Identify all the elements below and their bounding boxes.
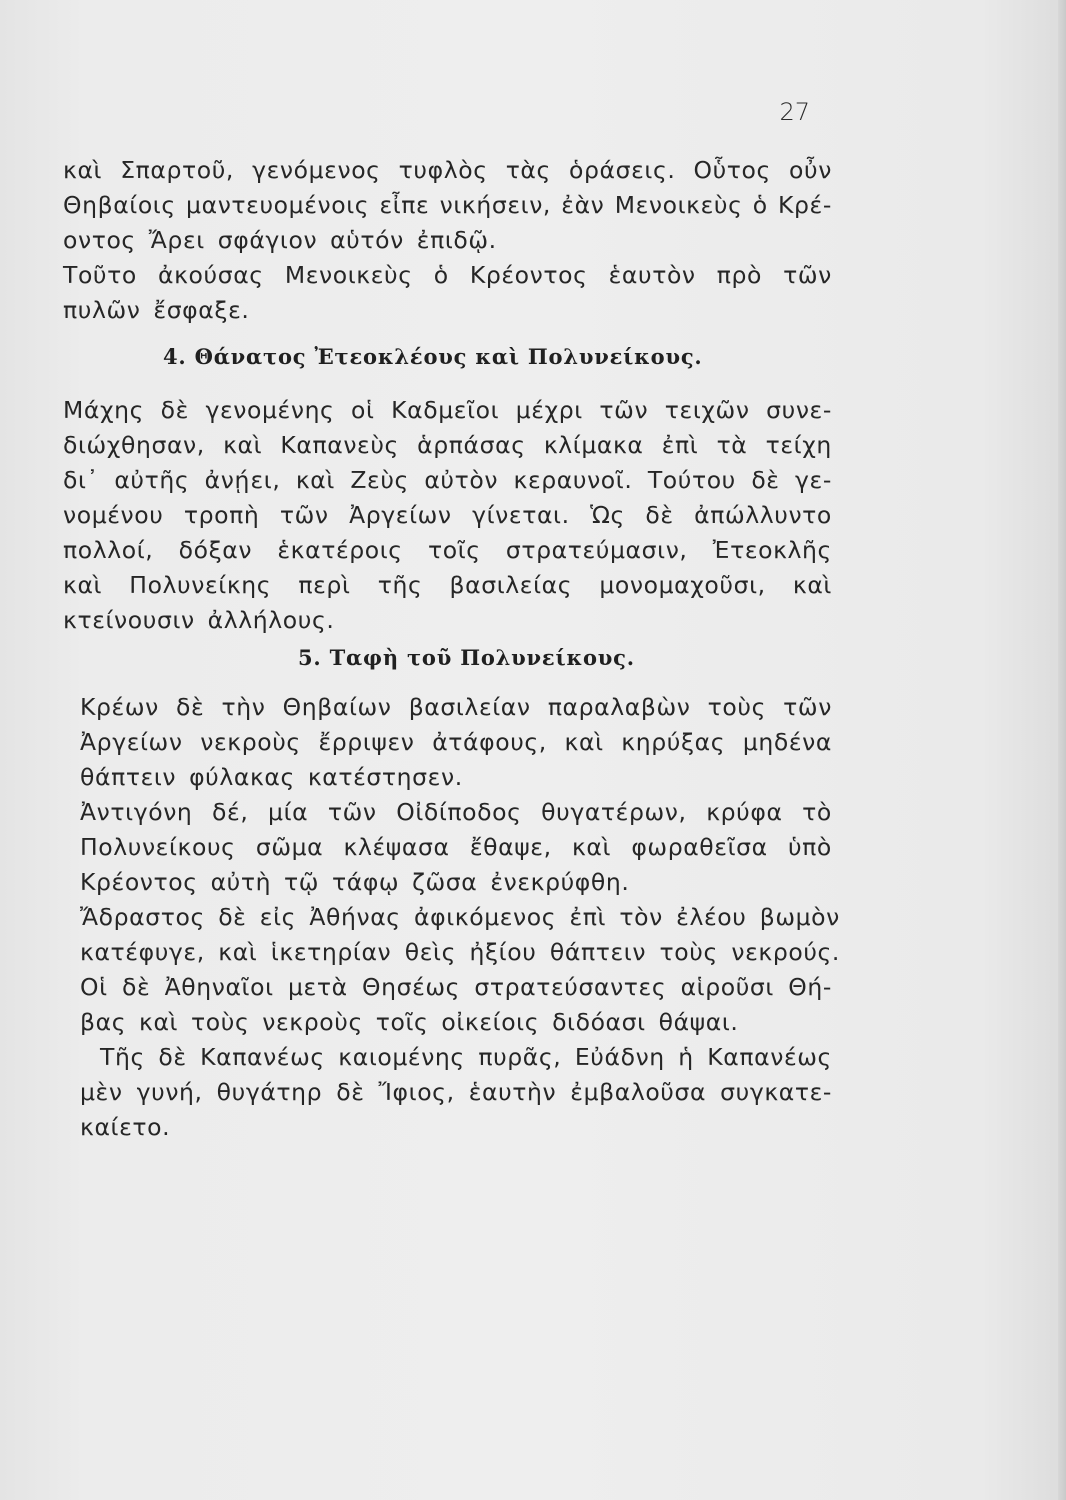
text-line: Τοῦτο ἀκούσας Μενοικεὺς ὁ Κρέοντος ἑαυτὸν πρὸ τῶν <box>63 261 832 289</box>
text-line: μὲν γυνή, θυγάτηρ δὲ Ἴφιος, ἑαυτὴν ἐμβαλοῦσα συγκατε- <box>80 1078 832 1106</box>
section-heading-4: 4. Θάνατος Ἐτεοκλέους καὶ Πολυνείκους. <box>163 344 703 369</box>
text-line: κατέφυγε, καὶ ἱκετηρίαν θεὶς ἠξίου θάπτειν τοὺς νεκρούς. <box>80 938 840 966</box>
text-line: Ἄδραστος δὲ εἰς Ἀθήνας ἀφικόμενος ἐπὶ τὸν ἐλέου βωμὸν <box>80 903 840 931</box>
text-line: διώχθησαν, καὶ Καπανεὺς ἁρπάσας κλίμακα ἐπὶ τὰ τείχη <box>63 431 832 459</box>
text-line: καὶ Σπαρτοῦ, γενόμενος τυφλὸς τὰς ὁράσεις. Οὗτος οὖν <box>63 156 832 184</box>
text-line: Ἀργείων νεκροὺς ἔρριψεν ἀτάφους, καὶ κηρύξας μηδένα <box>80 728 832 756</box>
page-edge <box>1058 0 1066 1500</box>
text-line: Θηβαίοις μαντευομένοις εἶπε νικήσειν, ἐὰν Μενοικεὺς ὁ Κρέ- <box>63 191 832 219</box>
text-line: Οἱ δὲ Ἀθηναῖοι μετὰ Θησέως στρατεύσαντες αἱροῦσι Θή- <box>80 973 832 1001</box>
page-number: 27 <box>779 98 810 126</box>
text-line: πυλῶν ἔσφαξε. <box>63 296 250 324</box>
text-line: Μάχης δὲ γενομένης οἱ Καδμεῖοι μέχρι τῶν τειχῶν συνε- <box>63 396 832 424</box>
text-line: καὶ Πολυνείκης περὶ τῆς βασιλείας μονομαχοῦσι, καὶ <box>63 571 832 599</box>
text-line: πολλοί, δόξαν ἑκατέροις τοῖς στρατεύμασιν, Ἐτεοκλῆς <box>63 536 832 564</box>
section-heading-5: 5. Ταφὴ τοῦ Πολυνείκους. <box>298 645 635 670</box>
text-line: Τῆς δὲ Καπανέως καιομένης πυρᾶς, Εὐάδνη ἡ Καπανέως <box>100 1043 832 1071</box>
text-line: Πολυνείκους σῶμα κλέψασα ἔθαψε, καὶ φωραθεῖσα ὑπὸ <box>80 833 832 861</box>
text-line: κτείνουσιν ἀλλήλους. <box>63 606 335 634</box>
text-line: Κρέοντος αὐτὴ τῷ τάφῳ ζῶσα ἐνεκρύφθη. <box>80 868 630 896</box>
text-line: Ἀντιγόνη δέ, μία τῶν Οἰδίποδος θυγατέρων, κρύφα τὸ <box>80 798 832 826</box>
text-line: δι᾽ αὐτῆς ἀνῄει, καὶ Ζεὺς αὐτὸν κεραυνοῖ. Τούτου δὲ γε- <box>63 466 832 494</box>
text-line: νομένου τροπὴ τῶν Ἀργείων γίνεται. Ὡς δὲ ἀπώλλυντο <box>63 501 832 529</box>
text-line: Κρέων δὲ τὴν Θηβαίων βασιλείαν παραλαβὼν τοὺς τῶν <box>80 693 832 721</box>
text-line: θάπτειν φύλακας κατέστησεν. <box>80 763 463 791</box>
text-line: καίετο. <box>80 1113 171 1141</box>
text-line: βας καὶ τοὺς νεκροὺς τοῖς οἰκείοις διδόασι θάψαι. <box>80 1008 739 1036</box>
text-line: οντος Ἄρει σφάγιον αὑτόν ἐπιδῷ. <box>63 226 497 254</box>
